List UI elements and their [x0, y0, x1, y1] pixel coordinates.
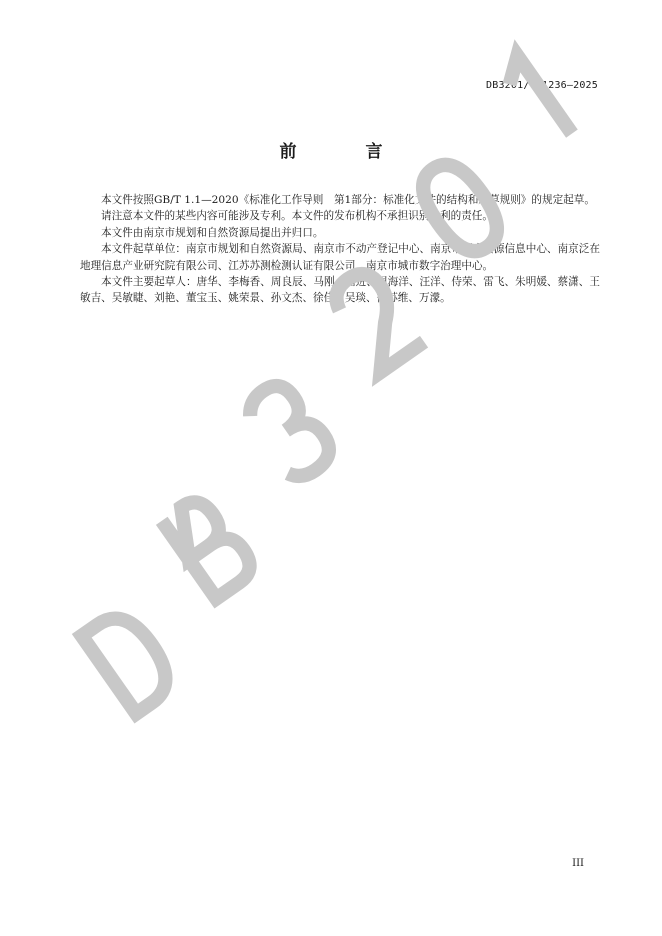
paragraph-proposer: 本文件由南京市规划和自然资源局提出并归口。: [101, 226, 324, 239]
page-number: III: [572, 858, 584, 869]
paragraph-drafting-basis: 本文件按照GB/T 1.1—2020《标准化工作导则 第1部分：标准化文件的结构和起草规则》的规定起草。: [101, 194, 595, 206]
watermark-glyph-1: [499, 56, 572, 147]
body-text: [80, 192, 600, 307]
document-code: DB3201/T 1236—2025: [486, 80, 598, 91]
paragraph-patent-notice: 请注意本文件的某些内容可能涉及专利。本文件的发布机构不承担识别专利的责任。: [101, 210, 493, 223]
paragraph-drafters: 本文件主要起草人：唐华、李梅香、周良辰、马刚、潘进、周海洋、汪洋、侍荣、雷飞、朱明媛、蔡潇、王敏吉、吴敏睫、刘艳、董宝玉、姚荣景、孙文杰、徐佳、吴琰、徐苏维、万濛。: [80, 276, 600, 305]
watermark-glyph-3: [241, 377, 338, 484]
section-title: 前 言: [279, 142, 409, 162]
watermark-glyph-d: [82, 606, 179, 714]
paragraph-drafting-units: 本文件起草单位：南京市规划和自然资源局、南京市不动产登记中心、南京市国土资源信息中心、南京泛在地理信息产业研究院有限公司、江苏苏测检测认证有限公司、南京市城市数字治理中心。: [80, 243, 600, 272]
watermark-glyph-b: [162, 492, 258, 599]
